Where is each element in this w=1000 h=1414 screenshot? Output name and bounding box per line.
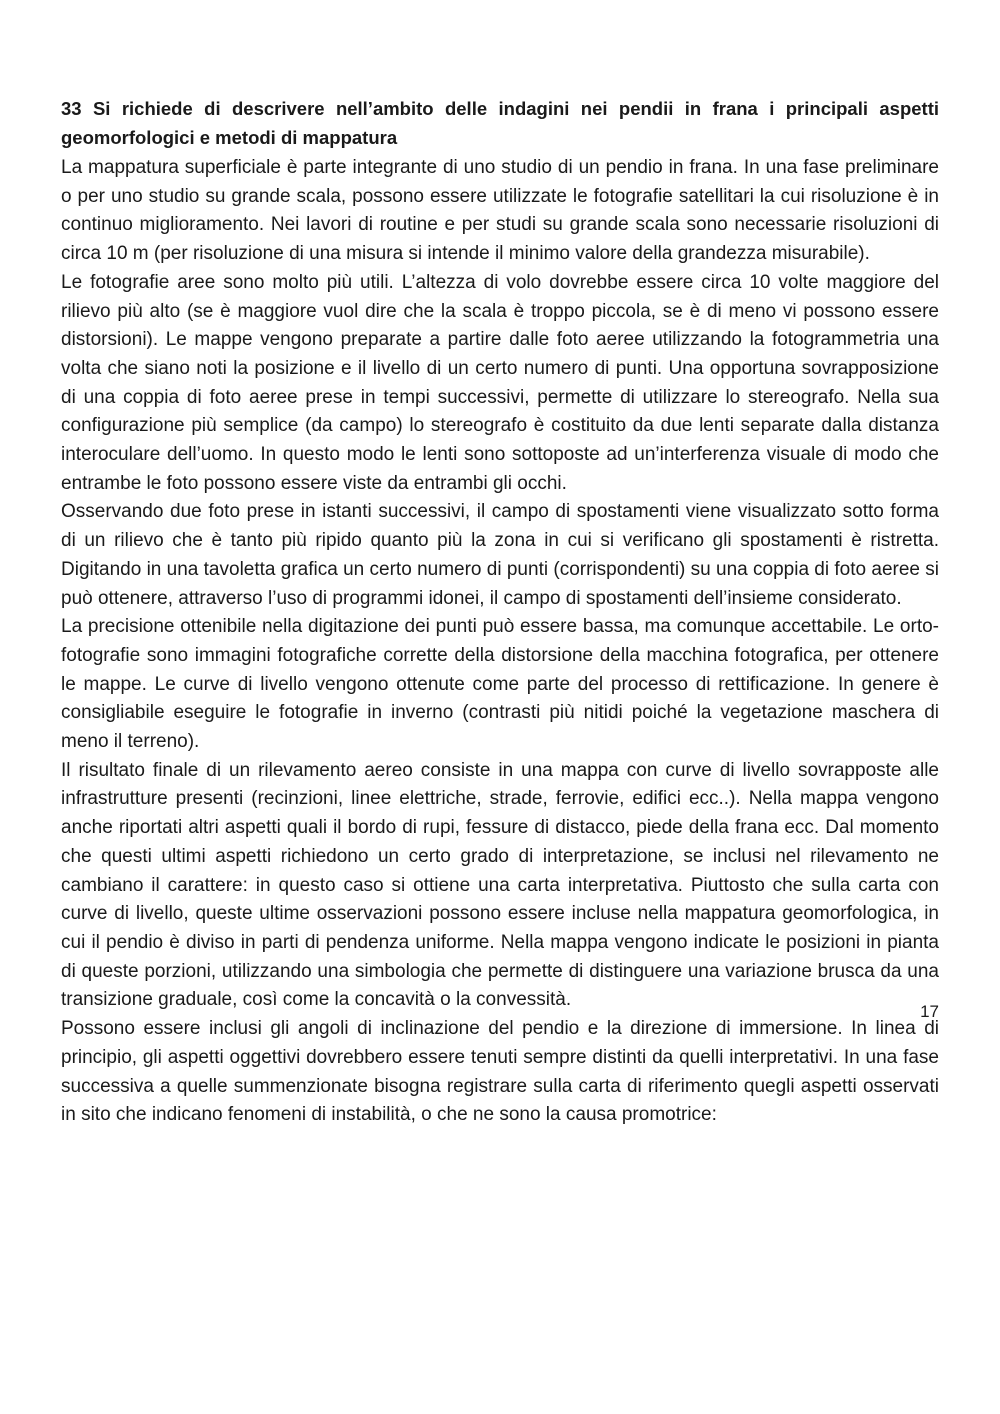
paragraph-4: La precisione ottenibile nella digitazione dei punti può essere bassa, ma comunque accettabile. Le orto-fotografie sono immagini fotografiche corrette della distorsione della macchina fotografica, per ottenere le mappe. Le curve di livello vengono ottenute come parte del processo di rettificazione. In genere è consigliabile eseguire le fotografie in inverno (contrasti più nitidi poiché la vegetazione maschera di meno il terreno). — [61, 616, 939, 753]
page-number: 17 — [920, 1002, 939, 1021]
paragraph-1: La mappatura superficiale è parte integrante di uno studio di un pendio in frana. In una fase preliminare o per uno studio su grande scala, possono essere utilizzate le fotografie satellitari la cui risoluzione è in continuo miglioramento. Nei lavori di routine e per studi su grande scala sono necessarie risoluzioni di circa 10 m (per risoluzione di una misura si intende il minimo valore della grandezza misurabile). — [61, 157, 939, 265]
paragraph-2: Le fotografie aree sono molto più utili. L’altezza di volo dovrebbe essere circa 10 volte maggiore del rilievo più alto (se è maggiore vuol dire che la scala è troppo piccola, se è di meno vi possono essere distorsioni). Le mappe vengono preparate a partire dalle foto aeree utilizzando la fotogrammetria una volta che siano noti la posizione e il livello di un certo numero di punti. Una opportuna sovrapposizione di una coppia di foto aeree prese in tempi successivi, permette di utilizzare lo stereografo. Nella sua configurazione più semplice (da campo) lo stereografo è costituito da due lenti separate dalla distanza interoculare dell’uomo. In questo modo le lenti sono sottoposte ad un’interferenza visuale di modo che entrambe le foto possono essere viste da entrambi gli occhi. — [61, 271, 939, 494]
paragraph-6: Possono essere inclusi gli angoli di inclinazione del pendio e la direzione di immersione. In linea di principio, gli aspetti oggettivi dovrebbero essere tenuti sempre distinti da quelli interpretativi. In una fase successiva a quelle summenzionate bisogna registrare sulla carta di riferimento quegli aspetti osservati in sito che indicano fenomeni di instabilità, o che ne sono la causa promotrice: — [61, 1018, 939, 1126]
top-mark — [480, 0, 520, 3]
section-heading: 33 Si richiede di descrivere nell’ambito delle indagini nei pendii in frana i principali aspetti geomorfologici e metodi di mappatura — [61, 98, 939, 148]
paragraph-3: Osservando due foto prese in istanti successivi, il campo di spostamenti viene visualizzato sotto forma di un rilievo che è tanto più ripido quanto più la zona in cui si verificano gli spostamenti è ristretta. Digitando in una tavoletta grafica un certo numero di punti (corrispondenti) su una coppia di foto aeree si può ottenere, attraverso l’uso di programmi idonei, il campo di spostamenti dell’insieme considerato. — [61, 501, 939, 609]
paragraph-5: Il risultato finale di un rilevamento aereo consiste in una mappa con curve di livello sovrapposte alle infrastrutture presenti (recinzioni, linee elettriche, strade, ferrovie, edifici ecc..). Nella mappa vengono anche riportati altri aspetti quali il bordo di rupi, fessure di distacco, piede della frana ecc. Dal momento che questi ultimi aspetti richiedono un certo grado di interpretazione, se inclusi nel rilevamento ne cambiano il carattere: in questo caso si ottiene una carta interpretativa. Piuttosto che sulla carta con curve di livello, queste ultime osservazioni possono essere incluse nella mappatura geomorfologica, in cui il pendio è diviso in parti di pendenza uniforme. Nella mappa vengono indicate le posizioni in pianta di queste porzioni, utilizzando una simbologia che permette di distinguere una variazione brusca da una transizione graduale, così come la concavità o la convessità. — [61, 759, 939, 1011]
document-page — [61, 94, 939, 1130]
